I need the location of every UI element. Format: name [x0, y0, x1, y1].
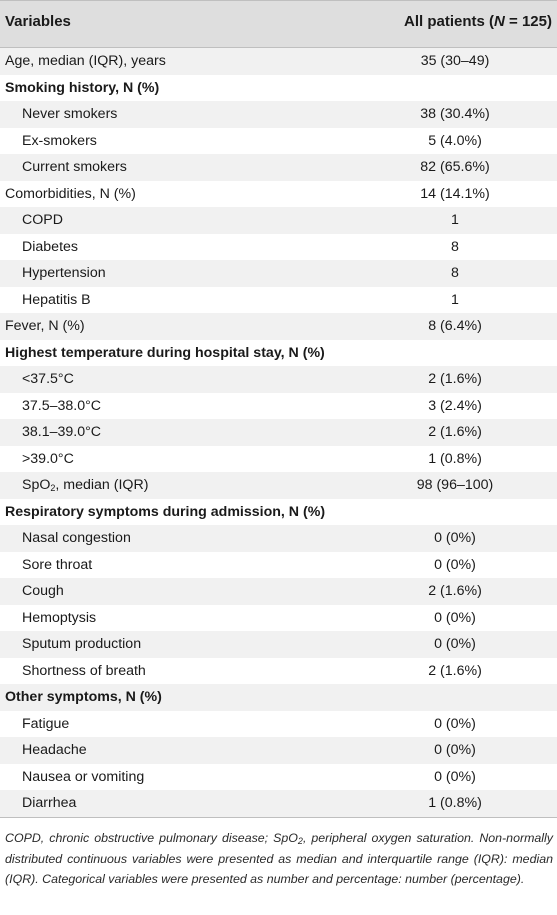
row-value: 1 (0.8%) — [428, 450, 482, 467]
bottom-rule — [0, 817, 557, 818]
row-value: 3 (2.4%) — [428, 397, 482, 414]
table-body — [0, 48, 557, 817]
table-footnote: COPD, chronic obstructive pulmonary disease; SpO$_2$, peripheral oxygen saturation. Non-normally distributed continuous variables were presented as median and interquartile range (IQR): median (IQR). Categorical variables were presented as number and percentage: number (percentage). — [5, 831, 553, 886]
row-value: 2 (1.6%) — [428, 424, 482, 440]
row-label: SpO$_2$, median (IQR) — [22, 477, 149, 493]
table-row — [0, 472, 557, 499]
table-row — [0, 366, 557, 393]
row-label: Fatigue — [22, 715, 70, 732]
table-row — [0, 260, 557, 287]
row-value: 0 (0%) — [434, 715, 476, 732]
row-label: 37.5–38.0°C — [22, 397, 102, 414]
table-row — [0, 48, 557, 75]
table-row — [0, 605, 557, 632]
row-value: 14 (14.1%) — [420, 185, 490, 202]
row-label: Fever, N (%) — [5, 318, 85, 334]
table-row — [0, 631, 557, 658]
row-label: Sore throat — [22, 556, 93, 573]
table-row — [0, 658, 557, 685]
row-label: Never smokers — [22, 106, 118, 122]
row-value: 0 (0%) — [434, 530, 476, 546]
row-value: 38 (30.4%) — [420, 106, 490, 122]
table-row — [0, 499, 557, 526]
row-value: 0 (0%) — [434, 556, 476, 573]
row-value: 35 (30–49) — [420, 53, 490, 69]
row-label: Hemoptysis — [22, 609, 97, 626]
row-label: Other symptoms, N (%) — [5, 689, 162, 705]
row-label: Age, median (IQR), years — [5, 53, 166, 69]
row-value: 2 (1.6%) — [428, 583, 482, 599]
table-row — [0, 181, 557, 208]
row-label: Sputum production — [22, 636, 142, 652]
table-row — [0, 764, 557, 791]
table-row — [0, 154, 557, 181]
row-label: Current smokers — [22, 159, 127, 175]
row-label: Highest temperature during hospital stay, N (%) — [5, 344, 325, 361]
table-row — [0, 711, 557, 738]
row-value: 98 (96–100) — [416, 477, 494, 493]
table-row — [0, 128, 557, 155]
table-row — [0, 75, 557, 102]
row-value: 0 (0%) — [434, 609, 476, 626]
table-row — [0, 393, 557, 420]
row-label: 38.1–39.0°C — [22, 424, 102, 440]
table-row — [0, 552, 557, 579]
row-value: 5 (4.0%) — [428, 132, 482, 149]
row-label: Nasal congestion — [22, 530, 131, 546]
table-row — [0, 737, 557, 764]
row-value: 2 (1.6%) — [428, 371, 482, 387]
row-label: Diarrhea — [22, 795, 77, 811]
row-value: 0 (0%) — [434, 768, 476, 785]
table-row — [0, 525, 557, 552]
table-row — [0, 313, 557, 340]
row-value: 1 — [451, 291, 459, 308]
row-label: Headache — [22, 742, 87, 758]
table-row — [0, 234, 557, 261]
row-label: COPD — [22, 212, 63, 228]
row-label: Respiratory symptoms during admission, N (%) — [5, 503, 326, 520]
row-value: 8 — [451, 238, 459, 255]
row-label: Shortness of breath — [22, 662, 146, 679]
row-value: 8 (6.4%) — [428, 318, 482, 334]
header-all-patients: All patients (N = 125) — [404, 13, 552, 30]
header-variables: Variables — [5, 13, 71, 30]
table-row — [0, 101, 557, 128]
row-label: Hepatitis B — [22, 291, 91, 308]
row-value: 82 (65.6%) — [420, 159, 490, 175]
table-header — [0, 0, 557, 48]
row-label: <37.5°C — [22, 371, 74, 387]
table-row — [0, 207, 557, 234]
row-value: 1 (0.8%) — [428, 795, 482, 811]
row-label: Diabetes — [22, 238, 78, 255]
row-label: Ex-smokers — [22, 132, 97, 149]
table-row — [0, 684, 557, 711]
row-label: Comorbidities, N (%) — [5, 185, 136, 202]
table-row — [0, 287, 557, 314]
row-label: Hypertension — [22, 265, 106, 281]
row-value: 0 (0%) — [434, 742, 476, 758]
row-label: Smoking history, N (%) — [5, 79, 160, 96]
row-label: Nausea or vomiting — [22, 768, 145, 785]
row-value: 1 — [451, 212, 459, 228]
table-row — [0, 419, 557, 446]
row-value: 8 — [451, 265, 459, 281]
row-value: 2 (1.6%) — [428, 662, 482, 679]
row-value: 0 (0%) — [434, 636, 476, 652]
table-row — [0, 446, 557, 473]
table-row — [0, 790, 557, 817]
row-label: >39.0°C — [22, 450, 74, 467]
table-row — [0, 340, 557, 367]
row-label: Cough — [22, 583, 64, 599]
table-row — [0, 578, 557, 605]
